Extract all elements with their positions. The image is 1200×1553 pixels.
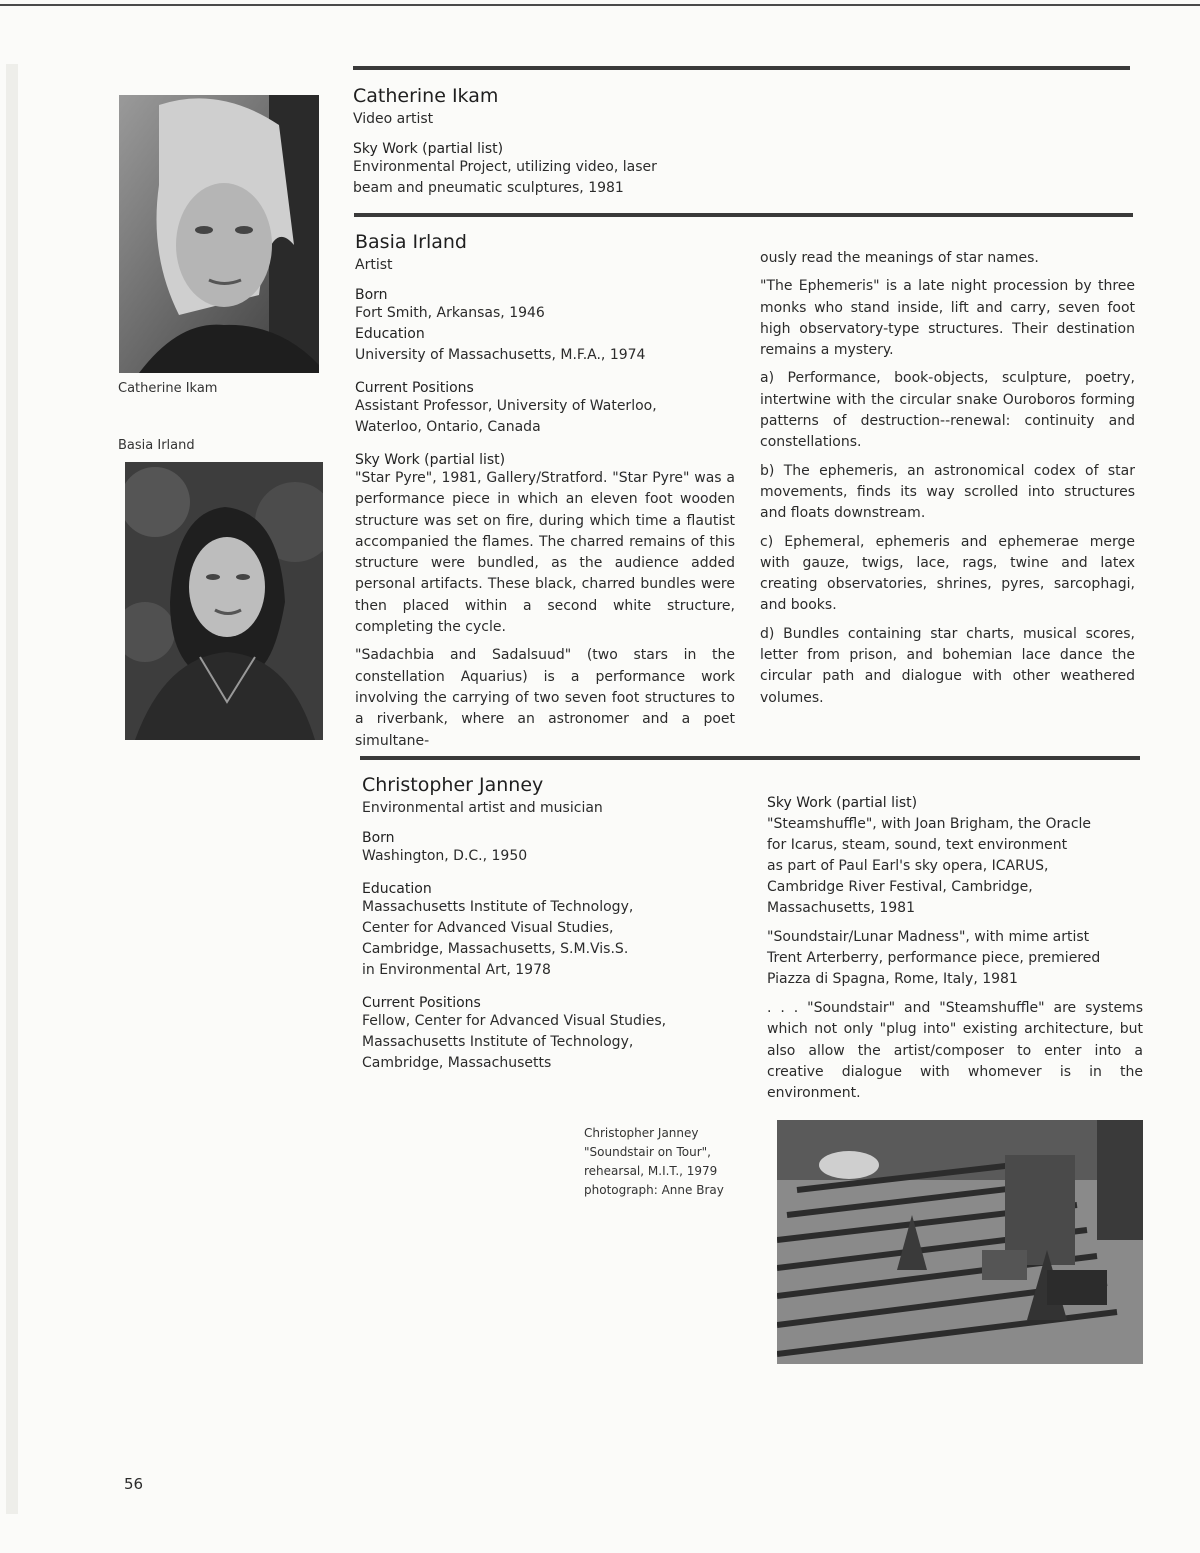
- irland-born-label: Born: [355, 287, 388, 303]
- page-edge-shadow: [6, 64, 18, 1514]
- irland-born: Fort Smith, Arkansas, 1946: [355, 305, 545, 321]
- janney-section-right: [767, 793, 1143, 1111]
- ikam-rule: [353, 66, 1130, 70]
- ikam-sky-work-line: Environmental Project, utilizing video, laser: [353, 159, 657, 175]
- irland-paragraph: b) The ephemeris, an astronomical codex of star movements, finds its way scrolled into structures and floats downstream.: [760, 462, 1135, 522]
- janney-sky-work-line: Cambridge River Festival, Cambridge,: [767, 879, 1033, 895]
- caption-line: Christopher Janney: [584, 1126, 699, 1140]
- irland-paragraph: d) Bundles containing star charts, musical scores, letter from prison, and bohemian lace dance the circular path and dialogue with other weathered volumes.: [760, 625, 1135, 706]
- janney-sky-work-line: "Steamshuffle", with Joan Brigham, the Oracle: [767, 816, 1092, 832]
- irland-education: University of Massachusetts, M.F.A., 1974: [355, 347, 646, 363]
- ikam-name: Catherine Ikam: [353, 85, 499, 107]
- irland-sky-work-label: Sky Work (partial list): [355, 452, 506, 468]
- janney-role: Environmental artist and musician: [362, 800, 603, 816]
- caption-basia-irland: Basia Irland: [118, 438, 195, 453]
- janney-positions-line: Fellow, Center for Advanced Visual Studies,: [362, 1013, 667, 1029]
- irland-rule: [354, 213, 1133, 217]
- irland-section-left: [355, 231, 735, 759]
- janney-name: Christopher Janney: [362, 774, 544, 796]
- janney-positions-label: Current Positions: [362, 995, 481, 1011]
- janney-closing-paragraph: . . . "Soundstair" and "Steamshuffle" are systems which not only "plug into" existing architecture, but also allow the artist/composer to enter into a creative dialogue with whomever is in the environment.: [767, 1000, 1143, 1102]
- ikam-sky-work-label: Sky Work (partial list): [353, 141, 504, 157]
- janney-education-label: Education: [362, 881, 432, 897]
- ikam-role: Video artist: [353, 111, 434, 127]
- caption-catherine-ikam: Catherine Ikam: [118, 381, 218, 396]
- irland-positions-line: Assistant Professor, University of Waterloo,: [355, 398, 657, 414]
- ikam-sky-work-line: beam and pneumatic sculptures, 1981: [353, 180, 624, 196]
- janney-education-line: Center for Advanced Visual Studies,: [362, 920, 614, 936]
- janney-sky-work-line: Piazza di Spagna, Rome, Italy, 1981: [767, 971, 1018, 987]
- irland-paragraph: ously read the meanings of star names.: [760, 250, 1039, 266]
- irland-paragraph: "Sadachbia and Sadalsuud" (two stars in the constellation Aquarius) is a performance work involving the carrying of two seven foot structures to a riverbank, where an astronomer and a poet simultane-: [355, 647, 735, 749]
- caption-line: "Soundstair on Tour",: [584, 1145, 711, 1159]
- irland-name: Basia Irland: [355, 231, 467, 253]
- janney-born: Washington, D.C., 1950: [362, 848, 528, 864]
- basia-irland-photo: [125, 462, 323, 740]
- janney-sky-work-line: Massachusetts, 1981: [767, 900, 915, 916]
- irland-paragraph: "Star Pyre", 1981, Gallery/Stratford. "Star Pyre" was a performance piece in which an eleven foot wooden structure was set on fire, during which time a flautist accompanied the flames. The charred remains of this structure were bundled, as the audience added personal artifacts. These black, charred bundles were then placed within a second white structure, completing the cycle.: [355, 470, 735, 636]
- page-number: 56: [124, 1475, 144, 1493]
- janney-rule: [360, 756, 1140, 760]
- janney-positions-line: Cambridge, Massachusetts: [362, 1055, 552, 1071]
- janney-education-line: in Environmental Art, 1978: [362, 962, 551, 978]
- irland-positions-line: Waterloo, Ontario, Canada: [355, 419, 541, 435]
- janney-section-left: [362, 774, 742, 1074]
- irland-section-right: [760, 248, 1135, 716]
- irland-paragraph: c) Ephemeral, ephemeris and ephemerae merge with gauze, twigs, lace, rags, twine and latex creating observatories, shrines, pyres, sarcophagi, and books.: [760, 533, 1135, 614]
- janney-education-line: Massachusetts Institute of Technology,: [362, 899, 634, 915]
- soundstair-photo: [777, 1120, 1143, 1364]
- janney-sky-work-line: for Icarus, steam, sound, text environment: [767, 837, 1068, 853]
- irland-paragraph: a) Performance, book-objects, sculpture, poetry, intertwine with the circular snake Ouroboros forming patterns of destruction--renewal: continuity and constellations.: [760, 370, 1135, 451]
- janney-education-line: Cambridge, Massachusetts, S.M.Vis.S.: [362, 941, 629, 957]
- janney-sky-work-line: "Soundstair/Lunar Madness", with mime artist: [767, 929, 1090, 945]
- janney-sky-work-line: as part of Paul Earl's sky opera, ICARUS,: [767, 858, 1049, 874]
- janney-sky-work-line: Trent Arterberry, performance piece, premiered: [767, 950, 1101, 966]
- irland-positions-label: Current Positions: [355, 380, 474, 396]
- janney-born-label: Born: [362, 830, 395, 846]
- top-rule: [0, 4, 1200, 6]
- caption-janney: [584, 1124, 754, 1200]
- ikam-section: [353, 85, 1113, 199]
- irland-paragraph: "The Ephemeris" is a late night procession by three monks who stand inside, lift and carry, seven foot high observatory-type structures. Their destination remains a mystery.: [760, 278, 1135, 359]
- irland-role: Artist: [355, 257, 393, 273]
- caption-line: rehearsal, M.I.T., 1979: [584, 1164, 718, 1178]
- irland-education-label: Education: [355, 326, 425, 342]
- janney-positions-line: Massachusetts Institute of Technology,: [362, 1034, 634, 1050]
- catherine-ikam-photo: [119, 95, 319, 373]
- janney-sky-work-label: Sky Work (partial list): [767, 795, 918, 811]
- caption-line: photograph: Anne Bray: [584, 1183, 724, 1197]
